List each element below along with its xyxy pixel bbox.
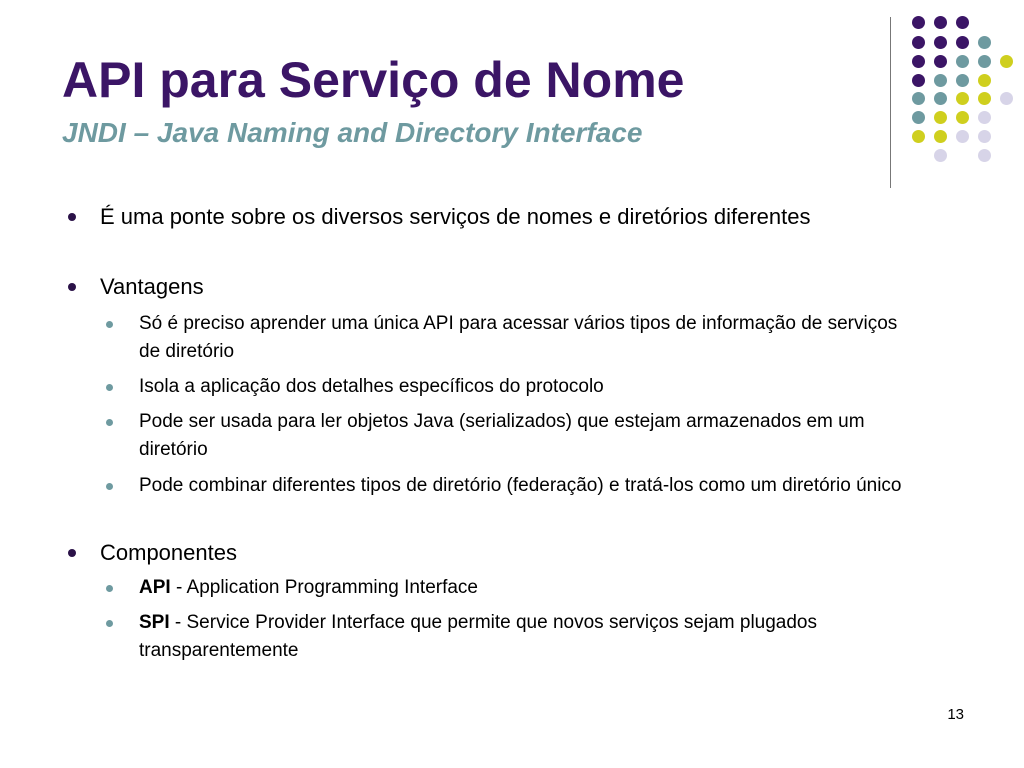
title-divider-line: [890, 17, 891, 188]
bullet-icon: [68, 213, 76, 221]
dot: [934, 111, 947, 124]
bullet-icon: [106, 483, 113, 490]
dot: [912, 16, 925, 29]
list-item: [100, 201, 900, 232]
dot: [956, 111, 969, 124]
list-item: [139, 574, 939, 602]
bullet-icon: [68, 283, 76, 291]
list-item: [139, 310, 899, 366]
bullet-icon: [106, 384, 113, 391]
list-item: [100, 537, 900, 568]
dot: [934, 149, 947, 162]
dot: [978, 55, 991, 68]
dot: [912, 92, 925, 105]
dot: [912, 74, 925, 87]
dot: [978, 111, 991, 124]
component-label: API: [139, 577, 171, 598]
dot: [1000, 92, 1013, 105]
dot: [934, 36, 947, 49]
list-item: [139, 373, 939, 401]
dot: [978, 149, 991, 162]
dot: [978, 74, 991, 87]
bullet-text: É uma ponte sobre os diversos serviços de nomes e diretórios diferentes: [100, 204, 811, 229]
dot: [956, 130, 969, 143]
bullet-text: Componentes: [100, 540, 237, 565]
dot: [1000, 55, 1013, 68]
dot: [978, 130, 991, 143]
dot: [912, 130, 925, 143]
bullet-text: Pode ser usada para ler objetos Java (serializados) que estejam armazenados em um diretório: [139, 411, 865, 460]
page-number: 13: [947, 706, 964, 723]
bullet-icon: [106, 419, 113, 426]
dot: [956, 16, 969, 29]
dot: [956, 74, 969, 87]
bullet-icon: [106, 321, 113, 328]
bullet-text: Pode combinar diferentes tipos de diretório (federação) e tratá-los como um diretório único: [139, 475, 902, 496]
dot: [912, 36, 925, 49]
component-label: SPI: [139, 612, 170, 633]
bullet-icon: [68, 549, 76, 557]
dot: [956, 36, 969, 49]
dot: [934, 92, 947, 105]
bullet-icon: [106, 585, 113, 592]
dot: [956, 55, 969, 68]
bullet-text: Isola a aplicação dos detalhes específicos do protocolo: [139, 376, 604, 397]
dot: [934, 74, 947, 87]
dot: [934, 16, 947, 29]
slide-subtitle: JNDI – Java Naming and Directory Interface: [62, 117, 643, 148]
bullet-text: Vantagens: [100, 274, 204, 299]
bullet-text: Só é preciso aprender uma única API para acessar vários tipos de informação de serviços de diretório: [139, 313, 898, 362]
dot: [912, 55, 925, 68]
bullet-text: - Service Provider Interface que permite que novos serviços sejam plugados transparentemente: [139, 612, 817, 661]
slide-title: API para Serviço de Nome: [62, 52, 685, 108]
list-item: [139, 408, 899, 464]
list-item: [100, 271, 900, 302]
dot: [934, 130, 947, 143]
bullet-icon: [106, 620, 113, 627]
dot: [956, 92, 969, 105]
bullet-text: - Application Programming Interface: [170, 577, 478, 598]
list-item: [139, 609, 929, 665]
dot: [978, 92, 991, 105]
list-item: [139, 472, 969, 500]
dot: [934, 55, 947, 68]
dot: [912, 111, 925, 124]
dot: [978, 36, 991, 49]
